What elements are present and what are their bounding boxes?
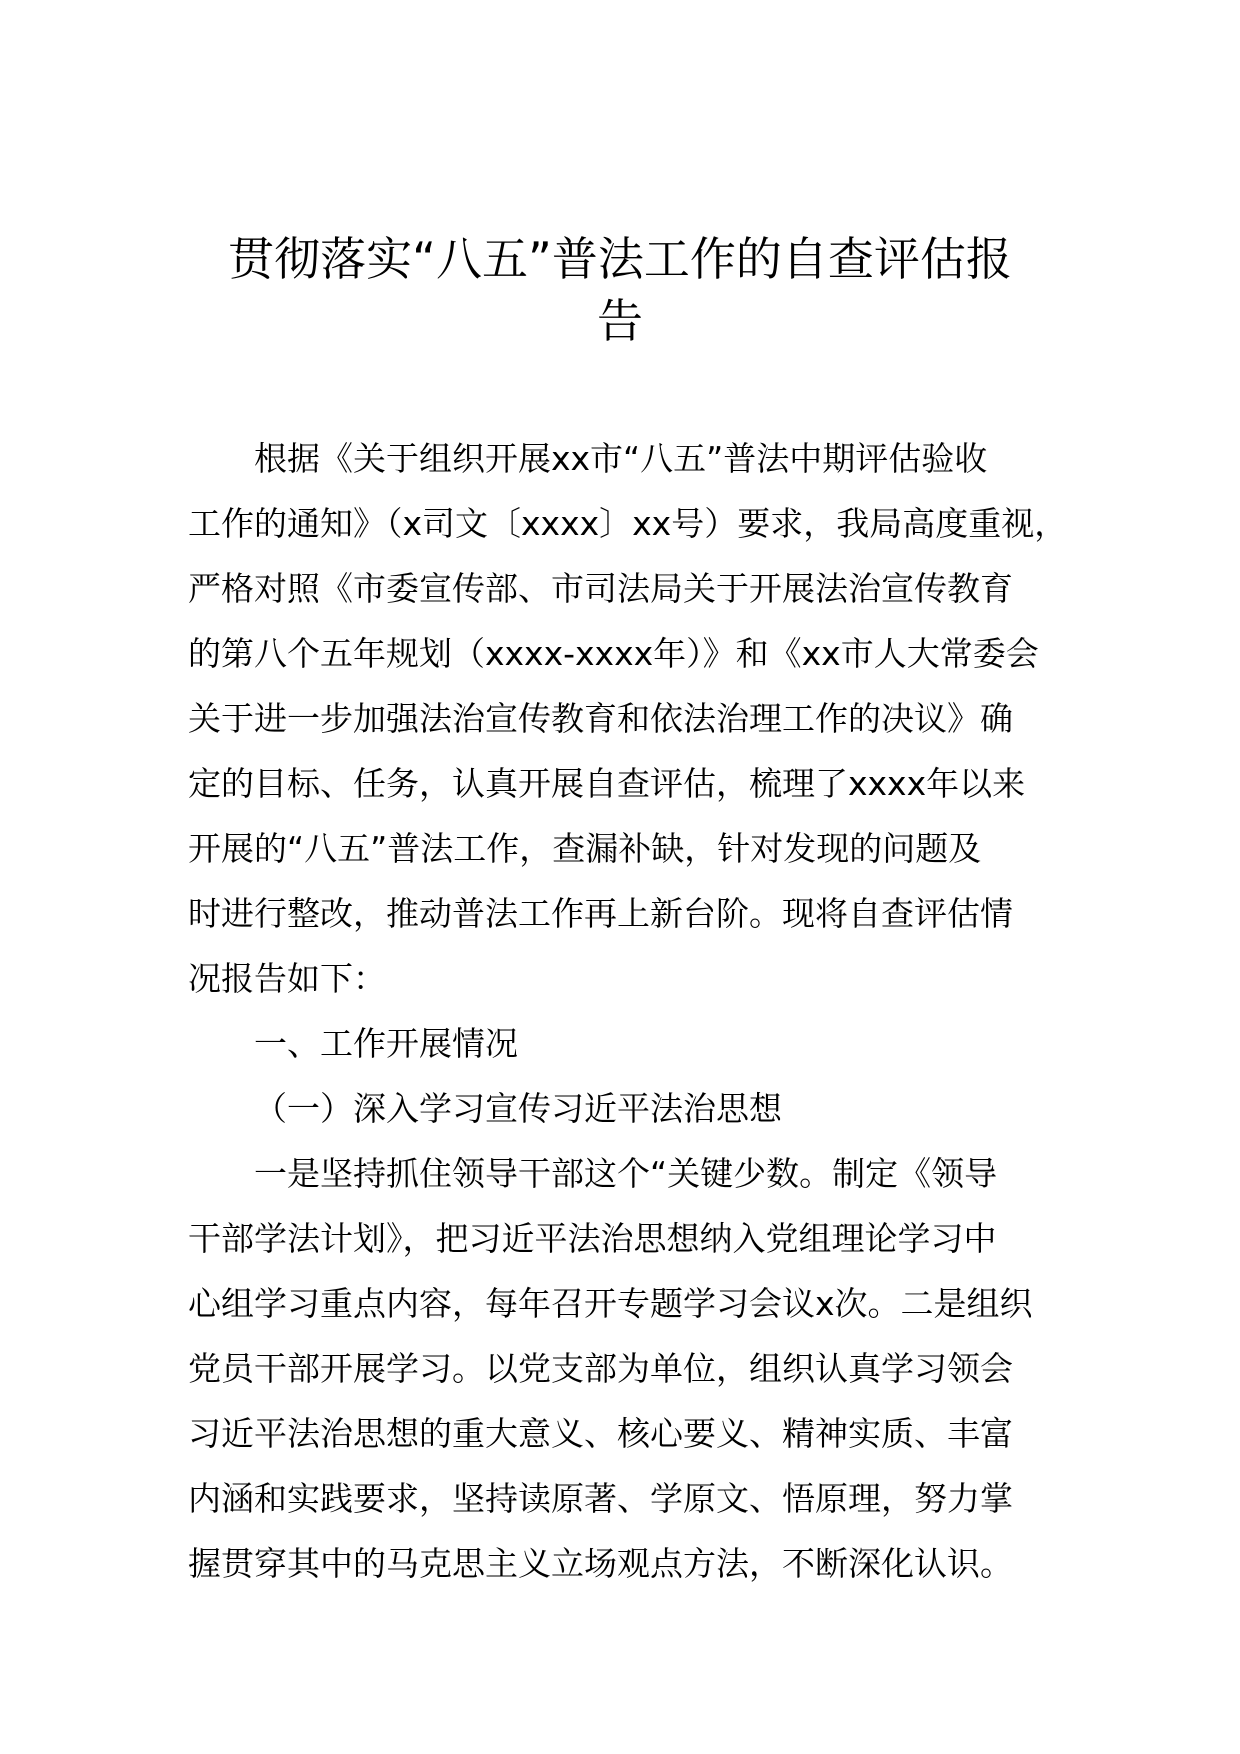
section-heading: 一、工作开展情况 xyxy=(254,1024,518,1063)
paragraph-line: 党员干部开展学习。以党支部为单位，组织认真学习领会 xyxy=(188,1349,1013,1388)
document-title xyxy=(190,228,1050,352)
paragraph-line: 的第八个五年规划（xxxx-xxxx年）》和《xx市人大常委会 xyxy=(188,634,1039,673)
paragraph-line: 时进行整改，推动普法工作再上新台阶。现将自查评估情 xyxy=(188,894,1013,933)
document-body xyxy=(188,426,1088,1596)
paragraph-line: 开展的“八五”普法工作，查漏补缺，针对发现的问题及 xyxy=(188,829,982,868)
title-line-1: 贯彻落实“八五”普法工作的自查评估报 xyxy=(228,232,1012,286)
paragraph-line: 工作的通知》（x司文〔xxxx〕xx号）要求，我局高度重视， xyxy=(188,504,1068,543)
paragraph-line: 心组学习重点内容，每年召开专题学习会议x次。二是组织 xyxy=(188,1284,1033,1323)
paragraph-line: 严格对照《市委宣传部、市司法局关于开展法治宣传教育 xyxy=(188,569,1013,608)
title-line-2: 告 xyxy=(597,294,643,348)
subsection-heading: （一）深入学习宣传习近平法治思想 xyxy=(254,1089,782,1128)
paragraph-line: 内涵和实践要求，坚持读原著、学原文、悟原理，努力掌 xyxy=(188,1479,1013,1518)
paragraph-line: 干部学法计划》，把习近平法治思想纳入党组理论学习中 xyxy=(188,1219,997,1258)
paragraph-line: 习近平法治思想的重大意义、核心要义、精神实质、丰富 xyxy=(188,1414,1013,1453)
paragraph-line: 况报告如下： xyxy=(188,959,386,998)
paragraph-line: 根据《关于组织开展xx市“八五”普法中期评估验收 xyxy=(254,439,988,478)
paragraph-line: 定的目标、任务，认真开展自查评估，梳理了xxxx年以来 xyxy=(188,764,1026,803)
paragraph-line: 握贯穿其中的马克思主义立场观点方法，不断深化认识。 xyxy=(188,1544,1013,1583)
paragraph-line: 关于进一步加强法治宣传教育和依法治理工作的决议》确 xyxy=(188,699,1013,738)
paragraph-line: 一是坚持抓住领导干部这个“关键少数。制定《领导 xyxy=(254,1154,998,1193)
